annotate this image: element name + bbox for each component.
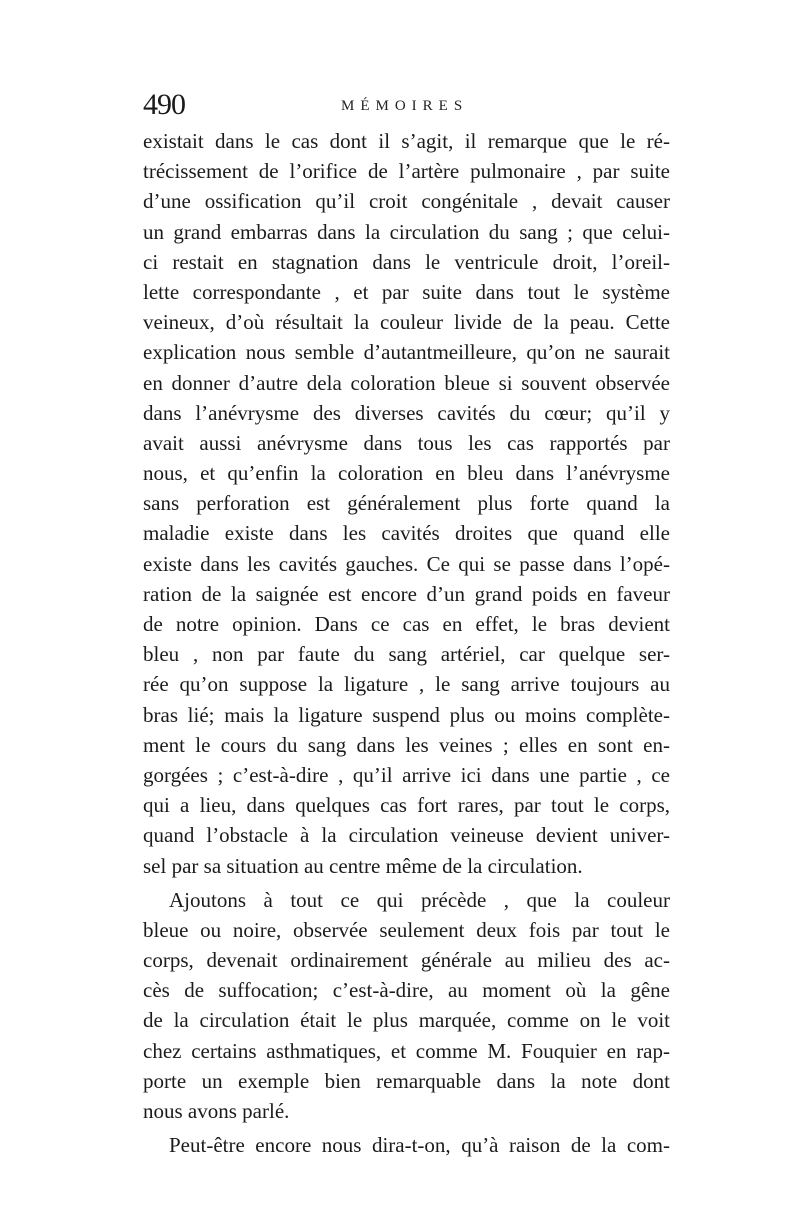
- text-line: porte un exemple bien remarquable dans la note dont: [143, 1068, 670, 1093]
- text-line: avait aussi anévrysme dans tous les cas rapportés par: [143, 430, 670, 455]
- text-line: veineux, d’où résultait la couleur livide de la peau. Cette: [143, 310, 670, 335]
- text-line: nous, et qu’enfin la coloration en bleu dans l’anévrysme: [143, 461, 670, 486]
- text-line: rée qu’on suppose la ligature , le sang arrive toujours au: [143, 672, 670, 697]
- running-title: MÉMOIRES: [341, 98, 469, 114]
- paragraph-3: [143, 1130, 670, 1160]
- text-line: de notre opinion. Dans ce cas en effet, le bras devient: [143, 612, 670, 636]
- text-line: bleue ou noire, observée seulement deux fois par tout le: [143, 917, 670, 942]
- text-line: explication nous semble d’autantmeilleure, qu’on ne saurait: [143, 340, 670, 365]
- text-line: maladie existe dans les cavités droites que quand elle: [143, 521, 670, 546]
- text-line: ci restait en stagnation dans le ventricule droit, l’oreil-: [143, 249, 670, 274]
- text-line: nous avons parlé.: [143, 1099, 290, 1123]
- text-line: en donner d’autre dela coloration bleue si souvent observée: [143, 370, 670, 395]
- text-line: sel par sa situation au centre même de la circulation.: [143, 853, 583, 878]
- paragraph-2: [143, 885, 670, 1127]
- text-line: sans perforation est généralement plus forte quand la: [143, 491, 670, 516]
- text-line: lette correspondante , et par suite dans tout le système: [143, 279, 670, 304]
- text-line: un grand embarras dans la circulation du sang ; que celui-: [143, 219, 670, 244]
- text-line: chez certains asthmatiques, et comme M. Fouquier en rap-: [143, 1038, 670, 1063]
- text-line: ment le cours du sang dans les veines ; elles en sont en-: [143, 732, 670, 757]
- text-line: gorgées ; c’est-à-dire , qu’il arrive ici dans une partie , ce: [143, 762, 670, 787]
- text-line: qui a lieu, dans quelques cas fort rares, par tout le corps,: [143, 793, 670, 818]
- text-line: Ajoutons à tout ce qui précède , que la couleur: [169, 887, 670, 912]
- text-line: ration de la saignée est encore d’un grand poids en faveur: [143, 581, 670, 606]
- text-line: Peut-être encore nous dira-t-on, qu’à raison de la com-: [169, 1133, 670, 1158]
- text-line: corps, devenait ordinairement générale au milieu des ac-: [143, 948, 670, 973]
- text-line: existe dans les cavités gauches. Ce qui se passe dans l’opé-: [143, 551, 670, 576]
- paragraph-1: [143, 126, 670, 881]
- text-line: cès de suffocation; c’est-à-dire, au moment où la gêne: [143, 978, 670, 1003]
- text-line: existait dans le cas dont il s’agit, il remarque que le ré-: [143, 129, 670, 153]
- text-line: de la circulation était le plus marquée, comme on le voit: [143, 1008, 670, 1033]
- text-line: bleu , non par faute du sang artériel, car quelque ser-: [143, 642, 670, 667]
- text-line: trécissement de l’orifice de l’artère pulmonaire , par suite: [143, 159, 670, 184]
- running-head: [143, 88, 663, 128]
- body-text: [143, 126, 670, 1160]
- text-line: d’une ossification qu’il croit congénitale , devait causer: [143, 189, 670, 214]
- text-line: quand l’obstacle à la circulation veineuse devient univer-: [143, 823, 670, 848]
- text-line: dans l’anévrysme des diverses cavités du cœur; qu’il y: [143, 400, 670, 425]
- text-line: bras lié; mais la ligature suspend plus ou moins complète-: [143, 702, 670, 727]
- page-number: 490: [143, 88, 185, 121]
